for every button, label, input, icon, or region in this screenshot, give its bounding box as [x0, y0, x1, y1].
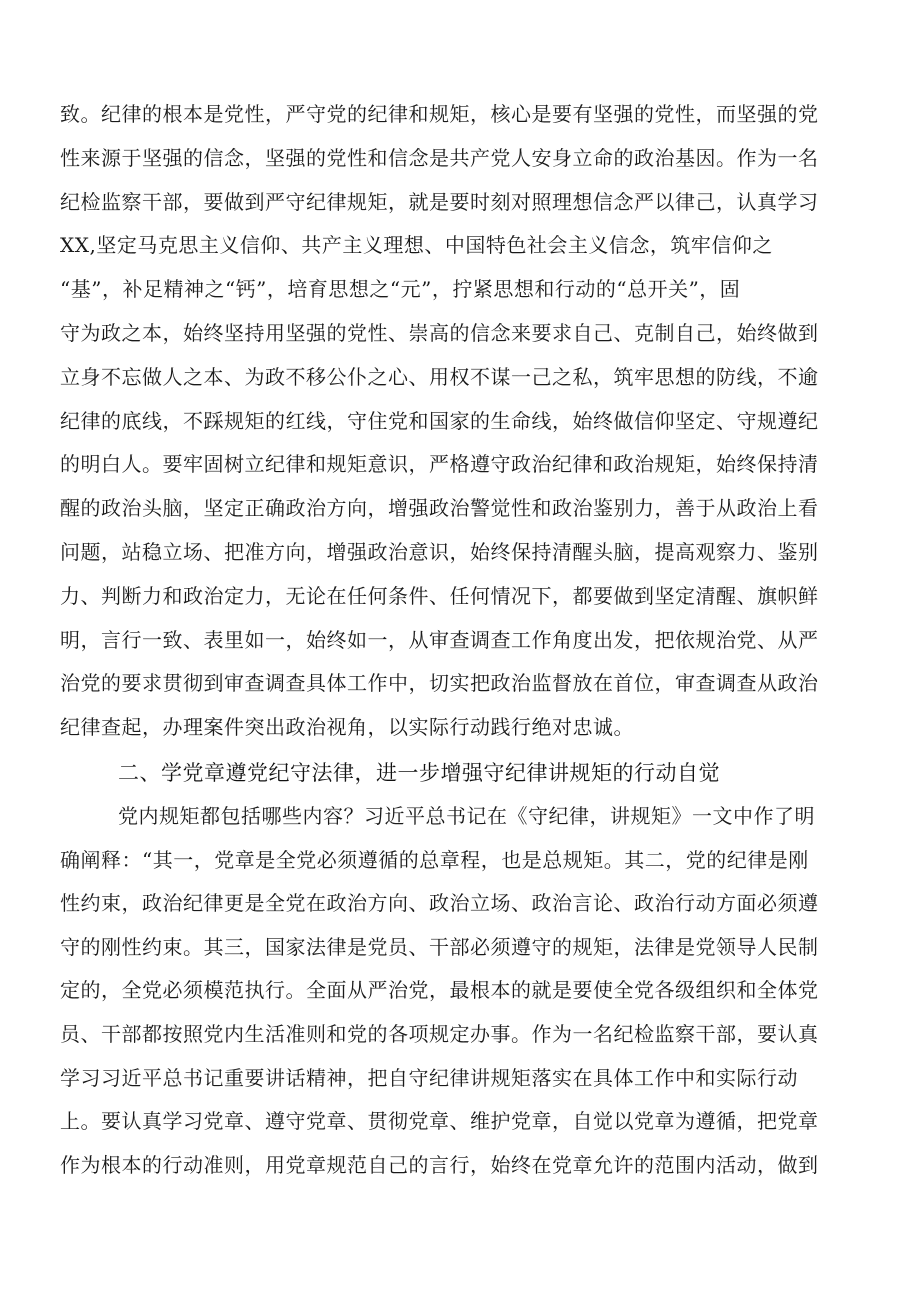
text-line: 作为根本的行动准则，用党章规范自己的言行，始终在党章允许的范围内活动，做到: [60, 1152, 819, 1177]
text-line: 上。要认真学习党章、遵守党章、贯彻党章、维护党章，自觉以党章为遵循，把党章: [60, 1109, 819, 1134]
text-line: 醒的政治头脑，坚定正确政治方向，增强政治警觉性和政治鉴别力，善于从政治上看: [60, 496, 819, 521]
text-line: “基”，补足精神之“钙”，培育思想之“元”，拧紧思想和行动的“总开关”，固: [60, 277, 741, 302]
text-line: 学习习近平总书记重要讲话精神，把自守纪律讲规矩落实在具体工作中和实际行动: [60, 1065, 798, 1090]
text-line: 确阐释：“其一，党章是全党必须遵循的总章程，也是总规矩。其二，党的纪律是刚: [60, 847, 809, 872]
text-line: 守为政之本，始终坚持用坚强的党性、崇高的信念来要求自己、克制自己，始终做到: [60, 321, 819, 345]
text-line: 力、判断力和政治定力，无论在任何条件、任何情况下，都要做到坚定清醒、旗帜鲜: [60, 583, 819, 608]
text-line: 治党的要求贯彻到审查调查具体工作中，切实把政治监督放在首位，审查调查从政治: [60, 671, 819, 696]
text-line: 性约束，政治纪律更是全党在政治方向、政治立场、政治言论、政治行动方面必须遵: [60, 891, 819, 916]
text-line: 纪检监察干部，要做到严守纪律规矩，就是要时刻对照理想信念严以律己，认真学习: [60, 189, 819, 214]
text-line: 的明白人。要牢固树立纪律和规矩意识，严格遵守政治纪律和政治规矩，始终保持清: [60, 452, 819, 477]
section-heading: 二、学党章遵党纪守法律，进一步增强守纪律讲规矩的行动自觉: [118, 761, 720, 785]
text-line: 定的，全党必须模范执行。全面从严治党，最根本的就是要使全党各级组织和全体党: [60, 978, 819, 1003]
text-line: 立身不忘做人之本、为政不移公仆之心、用权不谋一己之私，筑牢思想的防线，不逾: [60, 364, 819, 389]
text-line: 问题，站稳立场、把准方向，增强政治意识，始终保持清醒头脑，提高观察力、鉴别: [60, 540, 819, 564]
text-line: 性来源于坚强的信念，坚强的党性和信念是共产党人安身立命的政治基因。作为一名: [60, 145, 819, 170]
text-line: 党内规矩都包括哪些内容？习近平总书记在《守纪律，讲规矩》一文中作了明: [118, 804, 815, 828]
text-line: 纪律查起，办理案件突出政治视角，以实际行动践行绝对忠诚。: [60, 715, 634, 740]
text-line: 守的刚性约束。其三，国家法律是党员、干部必须遵守的规矩，法律是党领导人民制: [60, 934, 819, 959]
text-line: XX,坚定马克思主义信仰、共产主义理想、中国特色社会主义信念，筑牢信仰之: [60, 233, 773, 258]
text-line: 致。纪律的根本是党性，严守党的纪律和规矩，核心是要有坚强的党性，而坚强的党: [60, 102, 819, 126]
text-line: 员、干部都按照党内生活准则和党的各项规定办事。作为一名纪检监察干部，要认真: [60, 1022, 819, 1046]
text-line: 纪律的底线，不踩规矩的红线，守住党和国家的生命线，始终做信仰坚定、守规遵纪: [60, 408, 819, 433]
text-line: 明，言行一致、表里如一，始终如一，从审查调查工作角度出发，把依规治党、从严: [60, 627, 819, 652]
